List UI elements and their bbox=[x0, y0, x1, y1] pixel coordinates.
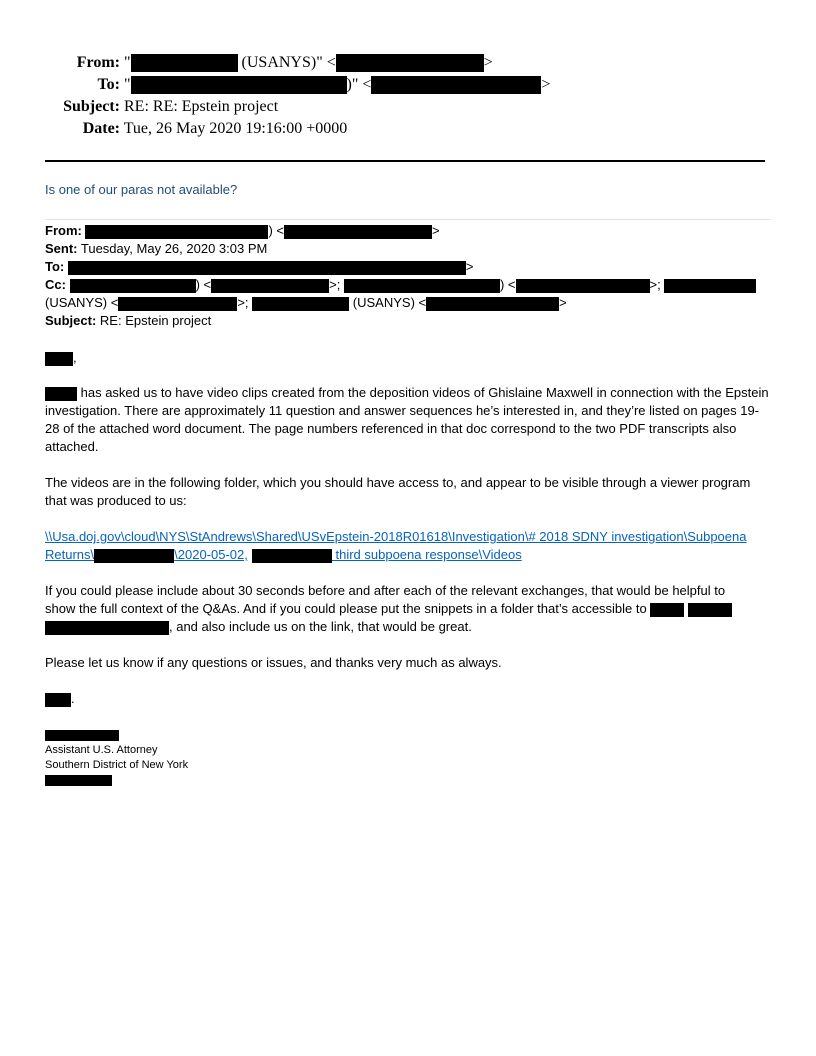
quoted-from-mid: ) < bbox=[268, 223, 285, 238]
quoted-cc-text: >; bbox=[237, 295, 249, 310]
redaction bbox=[45, 693, 71, 707]
quoted-sent-row bbox=[45, 240, 771, 258]
header-to-end: > bbox=[541, 76, 551, 93]
paragraph-folder: The videos are in the following folder, which you should have access to, and appear to be visible through a viewer program that was produced to us: bbox=[45, 475, 751, 508]
header-to-quote: " bbox=[124, 76, 131, 93]
closing bbox=[45, 690, 771, 708]
quoted-subject-value: RE: Epstein project bbox=[99, 313, 212, 328]
header-divider bbox=[45, 160, 765, 162]
quoted-divider bbox=[45, 219, 771, 220]
redaction bbox=[45, 621, 169, 635]
paragraph-request-text: has asked us to have video clips created from the deposition videos of Ghislaine Maxwell in connection with the Epstein investigation. There are approximately 11 question and answer sequences he’s interested in, and they’re listed on pages 19-28 of the attached word document. The page numbers referenced in that doc correspond to the two PDF transcripts also attached. bbox=[45, 385, 769, 454]
paragraph-thanks: Please let us know if any questions or issues, and thanks very much as always. bbox=[45, 655, 502, 670]
header-subject-value: RE: RE: Epstein project bbox=[124, 98, 279, 115]
redaction bbox=[131, 76, 347, 94]
redaction bbox=[252, 297, 349, 311]
quoted-cc-row bbox=[45, 276, 771, 294]
redaction bbox=[664, 279, 756, 293]
header-from-label: From: bbox=[76, 54, 120, 71]
redaction bbox=[284, 225, 432, 239]
reply-text: Is one of our paras not available? bbox=[45, 182, 238, 197]
redaction bbox=[336, 54, 484, 72]
closing-punct: . bbox=[71, 691, 75, 706]
header-to-label: To: bbox=[97, 76, 120, 93]
redaction bbox=[211, 279, 329, 293]
quoted-subject-label: Subject: bbox=[45, 313, 97, 328]
quoted-to-label: To: bbox=[45, 259, 65, 274]
redaction bbox=[45, 352, 73, 366]
paragraph-instructions-text: , and also include us on the link, that would be great. bbox=[169, 619, 472, 634]
quoted-cc-text: (USANYS) < bbox=[45, 295, 119, 310]
redaction bbox=[85, 225, 268, 239]
quoted-from-row bbox=[45, 222, 771, 240]
paragraph-instructions-line bbox=[45, 600, 771, 618]
greeting-punct: , bbox=[73, 350, 77, 365]
quoted-cc-text: >; bbox=[329, 277, 341, 292]
header-from-row bbox=[0, 52, 816, 74]
header-date-row bbox=[0, 118, 816, 140]
folder-link-part[interactable]: Returns\ bbox=[45, 547, 95, 562]
quoted-sent-value: Tuesday, May 26, 2020 3:03 PM bbox=[80, 241, 268, 256]
quoted-cc-label: Cc: bbox=[45, 277, 66, 292]
redaction bbox=[118, 297, 237, 311]
header-to-mid: )" < bbox=[346, 76, 372, 93]
redaction bbox=[131, 54, 238, 72]
header-date-value: Tue, 26 May 2020 19:16:00 +0000 bbox=[123, 120, 348, 137]
quoted-to-end: > bbox=[465, 259, 474, 274]
quoted-sent-label: Sent: bbox=[45, 241, 78, 256]
redaction bbox=[70, 279, 196, 293]
header-from-org: (USANYS)" < bbox=[241, 54, 336, 71]
quoted-cc-row-2 bbox=[45, 294, 771, 312]
redaction bbox=[45, 775, 112, 786]
paragraph-instructions-line: If you could please include about 30 seconds before and after each of the relevant exchanges, that would be helpful to bbox=[45, 583, 726, 598]
header-date-label: Date: bbox=[82, 120, 120, 137]
redaction bbox=[344, 279, 500, 293]
header-subject-label: Subject: bbox=[63, 98, 120, 115]
quoted-header bbox=[45, 222, 771, 330]
redaction bbox=[45, 387, 77, 401]
greeting bbox=[45, 349, 771, 367]
quoted-cc-text: > bbox=[559, 295, 567, 310]
quoted-cc-text: >; bbox=[649, 277, 661, 292]
redaction bbox=[688, 603, 732, 617]
quoted-cc-text: (USANYS) < bbox=[352, 295, 427, 310]
redaction bbox=[252, 549, 332, 563]
folder-link-part[interactable]: \2020-05-02, bbox=[174, 547, 248, 562]
redaction bbox=[426, 297, 559, 311]
header-from-quote: " bbox=[124, 54, 131, 71]
quoted-subject-row bbox=[45, 312, 771, 330]
paragraph-instructions-text: show the full context of the Q&As. And if you could please put the snippets in a folder that’s accessible to bbox=[45, 601, 647, 616]
paragraph-instructions-line bbox=[45, 618, 771, 636]
header-subject-row bbox=[0, 96, 816, 118]
folder-link-line-1[interactable]: \\Usa.doj.gov\cloud\NYS\StAndrews\Shared\USvEpstein-2018R01618\Investigation\# 2018 SDNY investigation\Subpoena bbox=[45, 529, 747, 544]
folder-link-line-2[interactable] bbox=[45, 546, 771, 564]
folder-link[interactable] bbox=[45, 528, 771, 564]
header-to-row bbox=[0, 74, 816, 96]
paragraph-instructions bbox=[45, 582, 771, 636]
signature-name bbox=[45, 728, 771, 743]
redaction bbox=[371, 76, 541, 94]
redaction bbox=[650, 603, 684, 617]
redaction bbox=[94, 549, 174, 563]
quoted-to-row bbox=[45, 258, 771, 276]
redaction bbox=[45, 730, 119, 741]
quoted-cc-text: ) < bbox=[499, 277, 516, 292]
header-from-end: > bbox=[483, 54, 493, 71]
redaction bbox=[68, 261, 466, 275]
folder-link-part[interactable]: third subpoena response\Videos bbox=[331, 547, 522, 562]
signature-phone bbox=[45, 773, 771, 788]
quoted-cc-text: ) < bbox=[195, 277, 212, 292]
redaction bbox=[516, 279, 650, 293]
quoted-from-end: > bbox=[432, 223, 440, 238]
signature-office: Southern District of New York bbox=[45, 759, 189, 771]
signature-title: Assistant U.S. Attorney bbox=[45, 744, 158, 756]
paragraph-request bbox=[45, 384, 771, 456]
signature bbox=[45, 728, 771, 788]
quoted-from-label: From: bbox=[45, 223, 82, 238]
